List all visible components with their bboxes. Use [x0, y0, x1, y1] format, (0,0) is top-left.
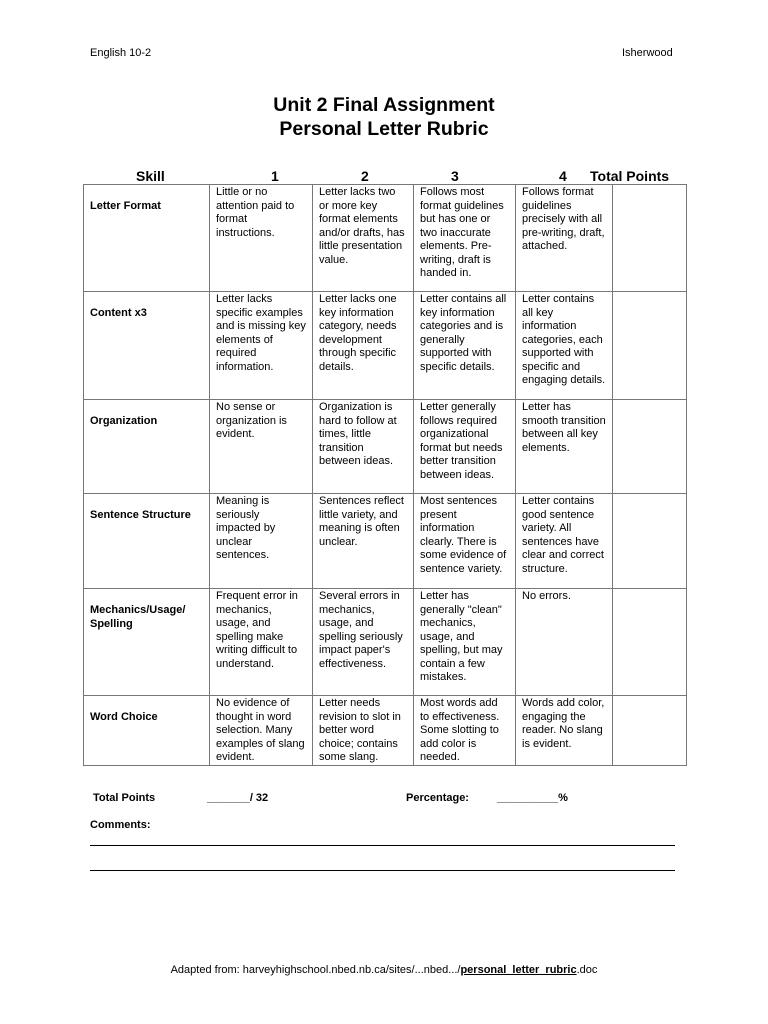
total-points-cell[interactable] — [613, 185, 687, 292]
page-title: Unit 2 Final Assignment — [273, 94, 495, 116]
column-header-1: 1 — [271, 168, 279, 184]
score-2-cell: Several errors in mechanics, usage, and spelling seriously impact paper's effectiveness. — [313, 589, 414, 696]
total-points-label: Total Points — [93, 792, 156, 804]
percentage-label: Percentage: — [406, 792, 469, 804]
total-points-cell[interactable] — [613, 494, 687, 589]
score-4-cell: Letter contains all key information categories, each supported with specific and engaging details. — [516, 292, 613, 400]
column-header-total-points: Total Points — [590, 168, 670, 184]
column-header-2: 2 — [361, 168, 369, 184]
score-1-cell: Frequent error in mechanics, usage, and spelling make writing difficult to understand. — [210, 589, 313, 696]
score-3-cell: Letter generally follows required organizational format but needs better transition between ideas. — [414, 400, 516, 494]
table-row — [84, 696, 687, 766]
skill-cell: Content x3 — [84, 292, 210, 400]
score-4-cell: Words add color, engaging the reader. No slang is evident. — [516, 696, 613, 766]
rubric-table — [83, 184, 687, 766]
score-2-cell: Letter lacks two or more key format elements and/or drafts, has little presentation value. — [313, 185, 414, 292]
source-url-prefix: Adapted from: harveyhighschool.nbed.nb.ca/sites/...nbed.../ — [170, 964, 461, 976]
table-row — [84, 185, 687, 292]
score-3-cell: Letter has generally "clean" mechanics, usage, and spelling, but may contain a few mistakes. — [414, 589, 516, 696]
teacher-name: Isherwood — [622, 47, 673, 59]
source-file-name: personal_letter_rubric — [460, 964, 577, 976]
table-row — [84, 494, 687, 589]
percentage-blank[interactable]: __________% — [497, 792, 568, 804]
source-citation — [0, 964, 768, 976]
score-3-cell: Most words add to effectiveness. Some slotting to add color is needed. — [414, 696, 516, 766]
total-points-cell[interactable] — [613, 400, 687, 494]
course-name: English 10-2 — [90, 47, 152, 59]
score-3-cell: Follows most format guidelines but has one or two inaccurate elements. Pre-writing, draft is handed in. — [414, 185, 516, 292]
skill-cell: Word Choice — [84, 696, 210, 766]
score-1-cell: No sense or organization is evident. — [210, 400, 313, 494]
column-header-3: 3 — [451, 168, 459, 184]
score-4-cell: No errors. — [516, 589, 613, 696]
score-4-cell: Letter contains good sentence variety. All sentences have clear and correct structure. — [516, 494, 613, 589]
score-3-cell: Letter contains all key information categories and is generally supported with specific details. — [414, 292, 516, 400]
score-3-cell: Most sentences present information clearly. There is some evidence of sentence variety. — [414, 494, 516, 589]
comment-line[interactable] — [90, 845, 675, 846]
total-points-blank[interactable]: _______/ 32 — [207, 792, 269, 804]
table-row — [84, 292, 687, 400]
score-4-cell: Letter has smooth transition between all key elements. — [516, 400, 613, 494]
table-row — [84, 589, 687, 696]
score-2-cell: Letter lacks one key information category, needs development through specific details. — [313, 292, 414, 400]
score-1-cell: No evidence of thought in word selection. Many examples of slang evident. — [210, 696, 313, 766]
score-2-cell: Letter needs revision to slot in better word choice; contains some slang. — [313, 696, 414, 766]
skill-cell: Letter Format — [84, 185, 210, 292]
total-points-cell[interactable] — [613, 292, 687, 400]
score-1-cell: Meaning is seriously impacted by unclear sentences. — [210, 494, 313, 589]
skill-cell: Sentence Structure — [84, 494, 210, 589]
skill-cell: Mechanics/Usage/ Spelling — [84, 589, 210, 696]
score-1-cell: Letter lacks specific examples and is missing key elements of required information. — [210, 292, 313, 400]
score-2-cell: Organization is hard to follow at times, little transition between ideas. — [313, 400, 414, 494]
table-row — [84, 400, 687, 494]
column-header-4: 4 — [559, 168, 567, 184]
score-1-cell: Little or no attention paid to format instructions. — [210, 185, 313, 292]
total-points-cell[interactable] — [613, 696, 687, 766]
skill-cell: Organization — [84, 400, 210, 494]
page-subtitle: Personal Letter Rubric — [279, 118, 489, 140]
comments-label: Comments: — [90, 819, 151, 831]
source-file-extension: .doc — [576, 964, 598, 976]
score-2-cell: Sentences reflect little variety, and meaning is often unclear. — [313, 494, 414, 589]
total-points-cell[interactable] — [613, 589, 687, 696]
column-header-skill: Skill — [136, 168, 165, 184]
comment-line[interactable] — [90, 870, 675, 871]
score-4-cell: Follows format guidelines precisely with all pre-writing, draft, attached. — [516, 185, 613, 292]
